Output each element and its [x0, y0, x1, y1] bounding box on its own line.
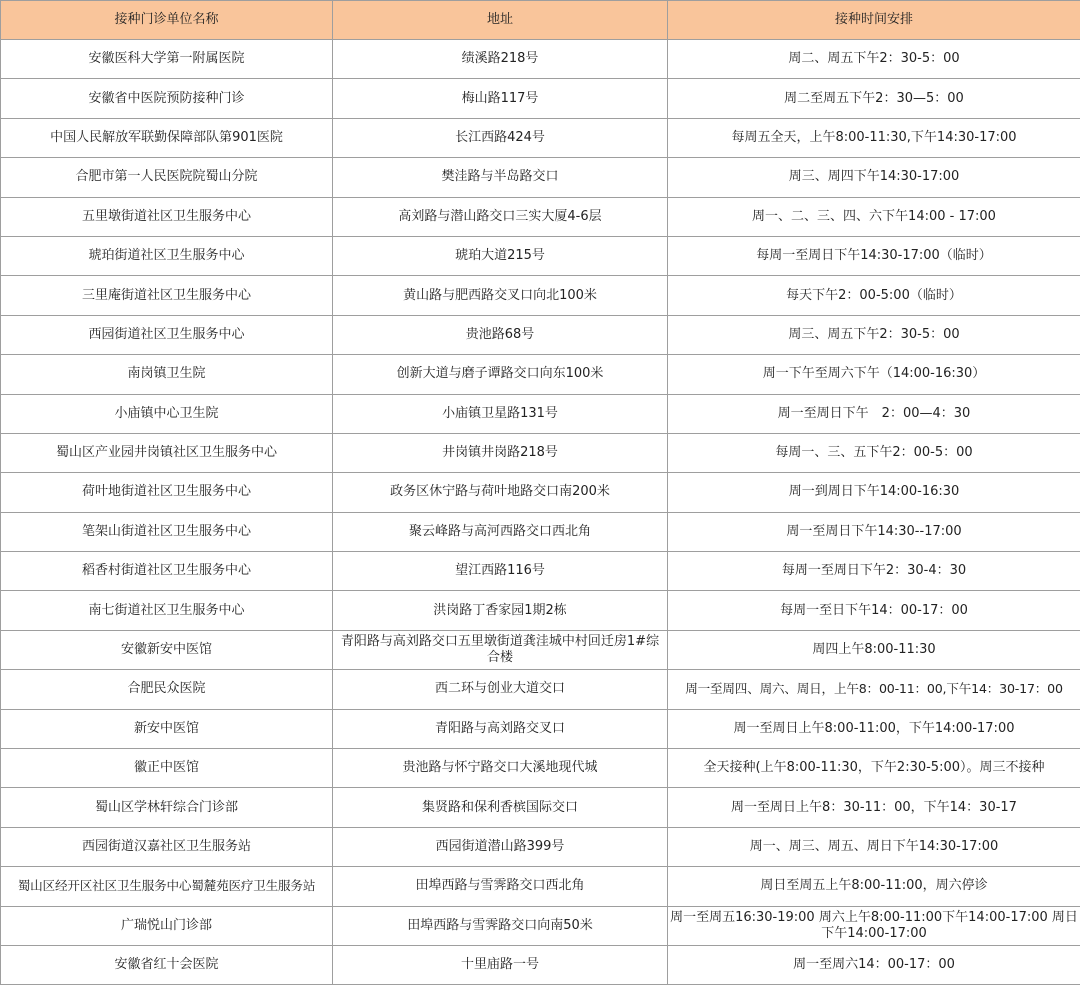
schedule-cell: 周一至周日下午14:30--17:00: [668, 512, 1080, 551]
address-cell: 高刘路与潜山路交口三实大厦4-6层: [333, 197, 668, 236]
table-body: [1, 40, 1080, 985]
schedule-cell: 周一、周三、周五、周日下午14:30-17:00: [668, 827, 1080, 866]
schedule-cell: 每周一至日下午14：00-17：00: [668, 591, 1080, 630]
table-row: [1, 355, 1080, 394]
column-header-name: 接种门诊单位名称: [1, 1, 333, 40]
address-cell: 长江西路424号: [333, 118, 668, 157]
clinic-name-cell: 蜀山区学林轩综合门诊部: [1, 788, 333, 827]
schedule-cell: 周三、周五下午2：30-5：00: [668, 315, 1080, 354]
table-row: [1, 788, 1080, 827]
schedule-cell: 周一下午至周六下午（14:00-16:30）: [668, 355, 1080, 394]
schedule-cell: 周日至周五上午8:00-11:00，周六停诊: [668, 867, 1080, 906]
clinic-name-cell: 徽正中医馆: [1, 749, 333, 788]
schedule-cell: 周一至周日上午8:00-11:00，下午14:00-17:00: [668, 709, 1080, 748]
table-row: [1, 591, 1080, 630]
table-row: [1, 433, 1080, 472]
clinic-name-cell: 西园街道汉嘉社区卫生服务站: [1, 827, 333, 866]
schedule-cell: 周三、周四下午14:30-17:00: [668, 158, 1080, 197]
clinic-name-cell: 稻香村街道社区卫生服务中心: [1, 552, 333, 591]
table-row: [1, 79, 1080, 118]
column-header-time: 接种时间安排: [668, 1, 1080, 40]
table-row: [1, 945, 1080, 984]
table-row: [1, 158, 1080, 197]
address-cell: 十里庙路一号: [333, 945, 668, 984]
clinic-name-cell: 琥珀街道社区卫生服务中心: [1, 236, 333, 275]
address-cell: 创新大道与磨子谭路交口向东100米: [333, 355, 668, 394]
table-row: [1, 552, 1080, 591]
clinic-name-cell: 合肥民众医院: [1, 670, 333, 709]
clinic-name-cell: 新安中医馆: [1, 709, 333, 748]
clinic-name-cell: 安徽省红十会医院: [1, 945, 333, 984]
table-row: [1, 630, 1080, 669]
clinic-name-cell: 安徽新安中医馆: [1, 630, 333, 669]
address-cell: 贵池路与怀宁路交口大溪地现代城: [333, 749, 668, 788]
table-row: [1, 709, 1080, 748]
address-cell: 田埠西路与雪霁路交口西北角: [333, 867, 668, 906]
column-header-address: 地址: [333, 1, 668, 40]
clinic-name-cell: 蜀山区经开区社区卫生服务中心蜀麓苑医疗卫生服务站: [1, 867, 333, 906]
schedule-cell: 周二至周五下午2：30—5：00: [668, 79, 1080, 118]
table-header: [1, 1, 1080, 40]
table-row: [1, 906, 1080, 945]
clinic-name-cell: 合肥市第一人民医院院蜀山分院: [1, 158, 333, 197]
table-row: [1, 276, 1080, 315]
table-row: [1, 473, 1080, 512]
address-cell: 洪岗路丁香家园1期2栋: [333, 591, 668, 630]
address-cell: 青阳路与高刘路交口五里墩街道龚洼城中村回迁房1#综合楼: [333, 630, 668, 669]
schedule-cell: 全天接种(上午8:00-11:30，下午2:30-5:00）。周三不接种: [668, 749, 1080, 788]
clinic-name-cell: 笔架山街道社区卫生服务中心: [1, 512, 333, 551]
clinic-name-cell: 蜀山区产业园井岗镇社区卫生服务中心: [1, 433, 333, 472]
table-row: [1, 394, 1080, 433]
schedule-cell: 周二、周五下午2：30-5：00: [668, 40, 1080, 79]
address-cell: 青阳路与高刘路交叉口: [333, 709, 668, 748]
schedule-cell: 每周一、三、五下午2：00-5：00: [668, 433, 1080, 472]
schedule-cell: 每周五全天，上午8:00-11:30,下午14:30-17:00: [668, 118, 1080, 157]
table-row: [1, 512, 1080, 551]
address-cell: 樊洼路与半岛路交口: [333, 158, 668, 197]
address-cell: 西园街道潜山路399号: [333, 827, 668, 866]
table-row: [1, 40, 1080, 79]
table-row: [1, 236, 1080, 275]
clinic-name-cell: 小庙镇中心卫生院: [1, 394, 333, 433]
address-cell: 梅山路117号: [333, 79, 668, 118]
clinic-name-cell: 安徽省中医院预防接种门诊: [1, 79, 333, 118]
table-row: [1, 867, 1080, 906]
schedule-cell: 每周一至周日下午14:30-17:00（临时）: [668, 236, 1080, 275]
clinic-name-cell: 南七街道社区卫生服务中心: [1, 591, 333, 630]
schedule-cell: 周四上午8:00-11:30: [668, 630, 1080, 669]
table-row: [1, 197, 1080, 236]
address-cell: 小庙镇卫星路131号: [333, 394, 668, 433]
address-cell: 黄山路与肥西路交叉口向北100米: [333, 276, 668, 315]
address-cell: 望江西路116号: [333, 552, 668, 591]
schedule-cell: 周一、二、三、四、六下午14:00 - 17:00: [668, 197, 1080, 236]
clinic-name-cell: 五里墩街道社区卫生服务中心: [1, 197, 333, 236]
clinic-name-cell: 西园街道社区卫生服务中心: [1, 315, 333, 354]
header-row: [1, 1, 1080, 40]
schedule-cell: 每天下午2：00-5:00（临时）: [668, 276, 1080, 315]
schedule-cell: 周一至周日下午 2：00—4：30: [668, 394, 1080, 433]
address-cell: 绩溪路218号: [333, 40, 668, 79]
schedule-cell: 周一至周五16:30-19:00 周六上午8:00-11:00下午14:00-17:00 周日下午14:00-17:00: [668, 906, 1080, 945]
address-cell: 聚云峰路与高河西路交口西北角: [333, 512, 668, 551]
clinic-name-cell: 中国人民解放军联勤保障部队第901医院: [1, 118, 333, 157]
table-row: [1, 118, 1080, 157]
clinic-name-cell: 三里庵街道社区卫生服务中心: [1, 276, 333, 315]
address-cell: 西二环与创业大道交口: [333, 670, 668, 709]
schedule-cell: 周一至周四、周六、周日，上午8：00-11：00,下午14：30-17：00: [668, 670, 1080, 709]
address-cell: 琥珀大道215号: [333, 236, 668, 275]
table-row: [1, 670, 1080, 709]
schedule-cell: 周一至周日上午8：30-11：00，下午14：30-17: [668, 788, 1080, 827]
clinic-name-cell: 南岗镇卫生院: [1, 355, 333, 394]
clinic-name-cell: 荷叶地街道社区卫生服务中心: [1, 473, 333, 512]
address-cell: 贵池路68号: [333, 315, 668, 354]
address-cell: 集贤路和保利香槟国际交口: [333, 788, 668, 827]
address-cell: 田埠西路与雪霁路交口向南50米: [333, 906, 668, 945]
table-row: [1, 827, 1080, 866]
table-row: [1, 749, 1080, 788]
schedule-cell: 周一至周六14：00-17：00: [668, 945, 1080, 984]
address-cell: 井岗镇井岗路218号: [333, 433, 668, 472]
clinic-name-cell: 广瑞悦山门诊部: [1, 906, 333, 945]
schedule-cell: 周一到周日下午14:00-16:30: [668, 473, 1080, 512]
schedule-cell: 每周一至周日下午2：30-4：30: [668, 552, 1080, 591]
clinic-name-cell: 安徽医科大学第一附属医院: [1, 40, 333, 79]
address-cell: 政务区休宁路与荷叶地路交口南200米: [333, 473, 668, 512]
table-row: [1, 315, 1080, 354]
